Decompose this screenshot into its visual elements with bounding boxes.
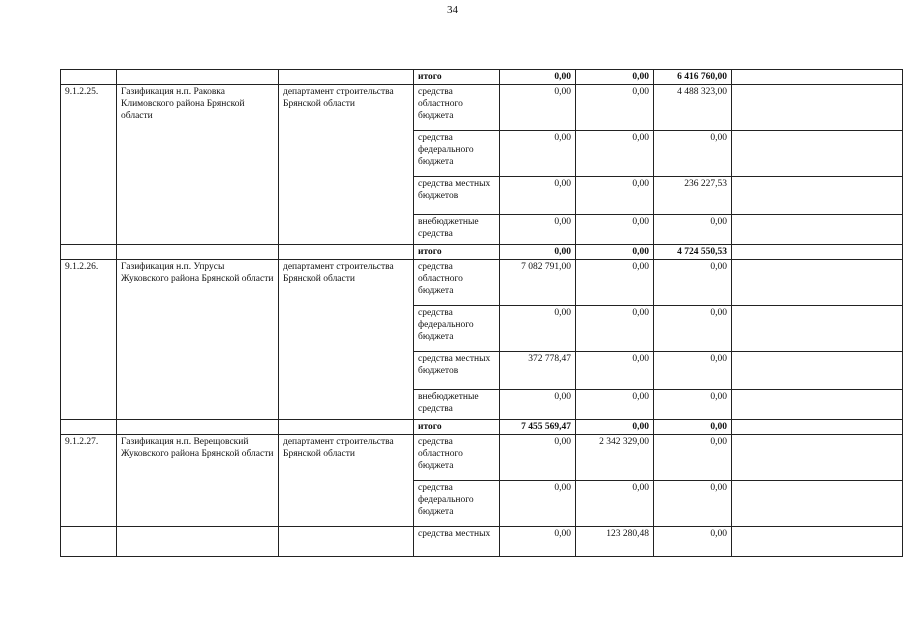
funding-source: средства местных бюджетов — [414, 177, 500, 215]
cell-empty — [732, 481, 903, 527]
total-value-1: 7 455 569,47 — [500, 420, 576, 435]
total-value-1: 0,00 — [500, 245, 576, 260]
cell-empty — [732, 245, 903, 260]
value-2: 0,00 — [576, 352, 654, 390]
cell-code — [61, 245, 117, 260]
table-row — [61, 70, 903, 85]
cell-empty — [732, 215, 903, 245]
cell-code — [61, 420, 117, 435]
value-1: 0,00 — [500, 435, 576, 481]
total-value-1: 0,00 — [500, 70, 576, 85]
value-3: 0,00 — [654, 527, 732, 557]
cell-name — [117, 245, 279, 260]
value-2: 0,00 — [576, 390, 654, 420]
project-code: 9.1.2.26. — [61, 260, 117, 420]
cell-empty — [732, 352, 903, 390]
table-row — [61, 260, 903, 306]
page-number: 34 — [447, 4, 458, 16]
cell-code — [61, 527, 117, 557]
total-value-3: 0,00 — [654, 420, 732, 435]
cell-dept — [279, 245, 414, 260]
cell-name — [117, 527, 279, 557]
value-1: 372 778,47 — [500, 352, 576, 390]
project-code: 9.1.2.25. — [61, 85, 117, 245]
value-1: 0,00 — [500, 215, 576, 245]
funding-source: средства федерального бюджета — [414, 131, 500, 177]
value-3: 0,00 — [654, 481, 732, 527]
funding-source: средства областного бюджета — [414, 260, 500, 306]
table-row — [61, 435, 903, 481]
value-1: 0,00 — [500, 481, 576, 527]
cell-empty — [732, 260, 903, 306]
value-2: 0,00 — [576, 215, 654, 245]
value-3: 0,00 — [654, 260, 732, 306]
value-1: 0,00 — [500, 177, 576, 215]
value-2: 0,00 — [576, 131, 654, 177]
cell-empty — [732, 420, 903, 435]
cell-name — [117, 70, 279, 85]
value-1: 0,00 — [500, 390, 576, 420]
value-1: 0,00 — [500, 527, 576, 557]
value-3: 0,00 — [654, 306, 732, 352]
project-name: Газификация н.п. Упрусы Жуковского района Брянской области — [117, 260, 279, 420]
project-department: департамент строительства Брянской области — [279, 260, 414, 420]
value-2: 0,00 — [576, 481, 654, 527]
project-name: Газификация н.п. Верещовский Жуковского района Брянской области — [117, 435, 279, 527]
value-2: 0,00 — [576, 85, 654, 131]
value-3: 0,00 — [654, 435, 732, 481]
value-1: 7 082 791,00 — [500, 260, 576, 306]
cell-empty — [732, 435, 903, 481]
funding-source: средства федерального бюджета — [414, 481, 500, 527]
cell-empty — [732, 85, 903, 131]
total-value-2: 0,00 — [576, 70, 654, 85]
table-row — [61, 85, 903, 131]
value-2: 2 342 329,00 — [576, 435, 654, 481]
total-label: итого — [414, 245, 500, 260]
project-code: 9.1.2.27. — [61, 435, 117, 527]
table-row — [61, 245, 903, 260]
cell-empty — [732, 70, 903, 85]
value-3: 0,00 — [654, 390, 732, 420]
funding-source: внебюджетные средства — [414, 215, 500, 245]
budget-table — [60, 69, 903, 557]
value-2: 0,00 — [576, 306, 654, 352]
value-1: 0,00 — [500, 306, 576, 352]
value-3: 0,00 — [654, 352, 732, 390]
total-value-2: 0,00 — [576, 420, 654, 435]
cell-dept — [279, 527, 414, 557]
total-value-3: 6 416 760,00 — [654, 70, 732, 85]
project-department: департамент строительства Брянской области — [279, 435, 414, 527]
value-3: 4 488 323,00 — [654, 85, 732, 131]
funding-source: средства областного бюджета — [414, 85, 500, 131]
cell-name — [117, 420, 279, 435]
funding-source: средства областного бюджета — [414, 435, 500, 481]
cell-dept — [279, 70, 414, 85]
cell-empty — [732, 390, 903, 420]
cell-empty — [732, 306, 903, 352]
total-value-2: 0,00 — [576, 245, 654, 260]
project-department: департамент строительства Брянской области — [279, 85, 414, 245]
value-1: 0,00 — [500, 131, 576, 177]
cell-code — [61, 70, 117, 85]
value-3: 236 227,53 — [654, 177, 732, 215]
value-3: 0,00 — [654, 131, 732, 177]
value-3: 0,00 — [654, 215, 732, 245]
funding-source: средства местных бюджетов — [414, 352, 500, 390]
table-row — [61, 420, 903, 435]
cell-empty — [732, 131, 903, 177]
value-2: 0,00 — [576, 177, 654, 215]
funding-source: средства федерального бюджета — [414, 306, 500, 352]
table-row — [61, 527, 903, 557]
project-name: Газификация н.п. Раковка Климовского района Брянской области — [117, 85, 279, 245]
cell-empty — [732, 527, 903, 557]
value-1: 0,00 — [500, 85, 576, 131]
total-label: итого — [414, 70, 500, 85]
funding-source: средства местных — [414, 527, 500, 557]
total-label: итого — [414, 420, 500, 435]
funding-source: внебюджетные средства — [414, 390, 500, 420]
cell-empty — [732, 177, 903, 215]
cell-dept — [279, 420, 414, 435]
value-2: 123 280,48 — [576, 527, 654, 557]
total-value-3: 4 724 550,53 — [654, 245, 732, 260]
value-2: 0,00 — [576, 260, 654, 306]
